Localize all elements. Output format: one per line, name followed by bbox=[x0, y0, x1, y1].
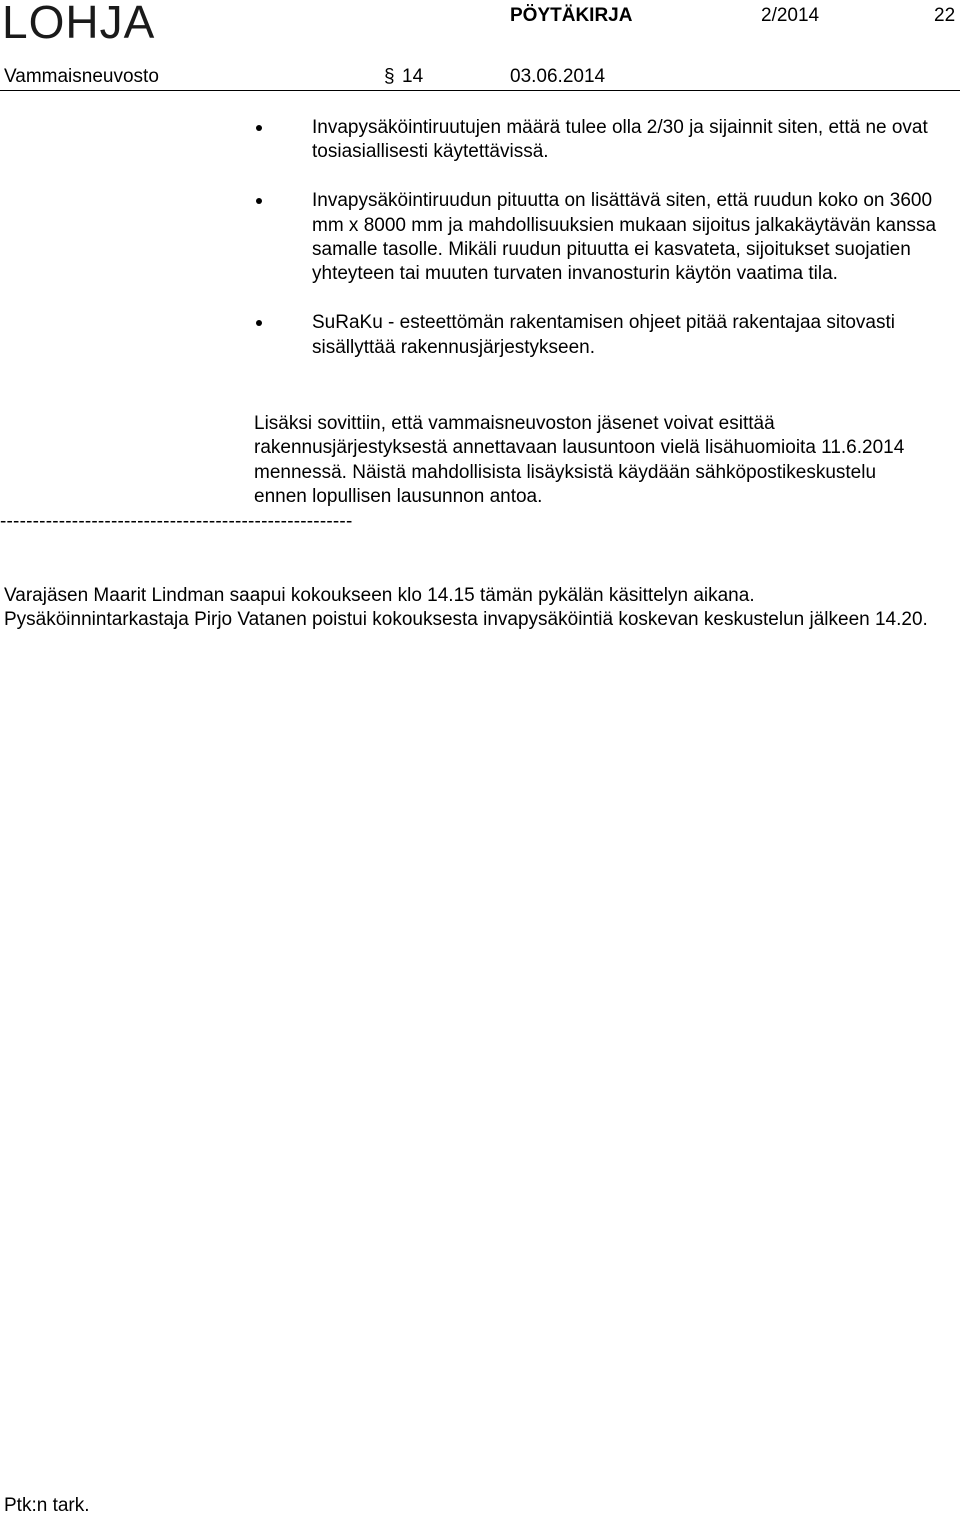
page-number: 22 bbox=[934, 5, 956, 26]
bullet-icon bbox=[256, 320, 262, 326]
bullet-icon bbox=[256, 198, 262, 204]
addendum-paragraph: Lisäksi sovittiin, että vammaisneuvoston jäsenet voivat esittää rakennusjärjestyksestä annettavaan lausuntoon vielä lisähuomioita 11.6.2014 mennessä. Näistä mahdollisista lisäyksistä käydään sähköpostikeskustelu ennen lopullisen lausunnon antoa. bbox=[254, 413, 905, 508]
bullet-list bbox=[250, 116, 956, 360]
header-divider bbox=[0, 90, 960, 91]
list-item-text: SuRaKu - esteettömän rakentamisen ohjeet pitää rakentajaa sitovasti sisällyttää rakennusjärjestykseen. bbox=[312, 312, 895, 358]
lohja-logo: LOHJA bbox=[2, 0, 156, 48]
dashed-separator: ------------------------------------------------------ bbox=[0, 511, 353, 532]
attendance-line: Varajäsen Maarit Lindman saapui kokoukseen klo 14.15 tämän pykälän käsittelyn aikana. bbox=[4, 585, 755, 606]
section-number: 14 bbox=[402, 66, 424, 87]
list-item bbox=[250, 116, 956, 165]
list-item-text: Invapysäköintiruutujen määrä tulee olla 2/30 ja sijainnit siten, että ne ovat tosiasiallisesti käytettävissä. bbox=[312, 117, 928, 163]
attendance-line: Pysäköinnintarkastaja Pirjo Vatanen poistui kokouksesta invapysäköintiä koskevan keskustelun jälkeen 14.20. bbox=[4, 609, 928, 631]
list-item bbox=[250, 311, 956, 360]
organization-name: Vammaisneuvosto bbox=[4, 66, 159, 87]
bullet-icon bbox=[256, 125, 262, 131]
list-item-text: Invapysäköintiruudun pituutta on lisättävä siten, että ruudun koko on 3600 mm x 8000 mm ja mahdollisuuksien mukaan sijoitus jalkakäytävän kanssa samalle tasolle. Mikäli ruudun pituutta ei kasvateta, sijoitukset suojatien yhteyteen tai muuten turvaten invanosturin käytön vaatima tila. bbox=[312, 190, 937, 285]
section-sign: § bbox=[384, 66, 395, 87]
meeting-date: 03.06.2014 bbox=[510, 66, 606, 87]
document-type: PÖYTÄKIRJA bbox=[510, 5, 633, 26]
minutes-checker-note: Ptk:n tark. bbox=[4, 1495, 90, 1516]
document-number: 2/2014 bbox=[761, 5, 820, 26]
list-item bbox=[250, 189, 956, 287]
attendance-notes bbox=[4, 584, 944, 633]
